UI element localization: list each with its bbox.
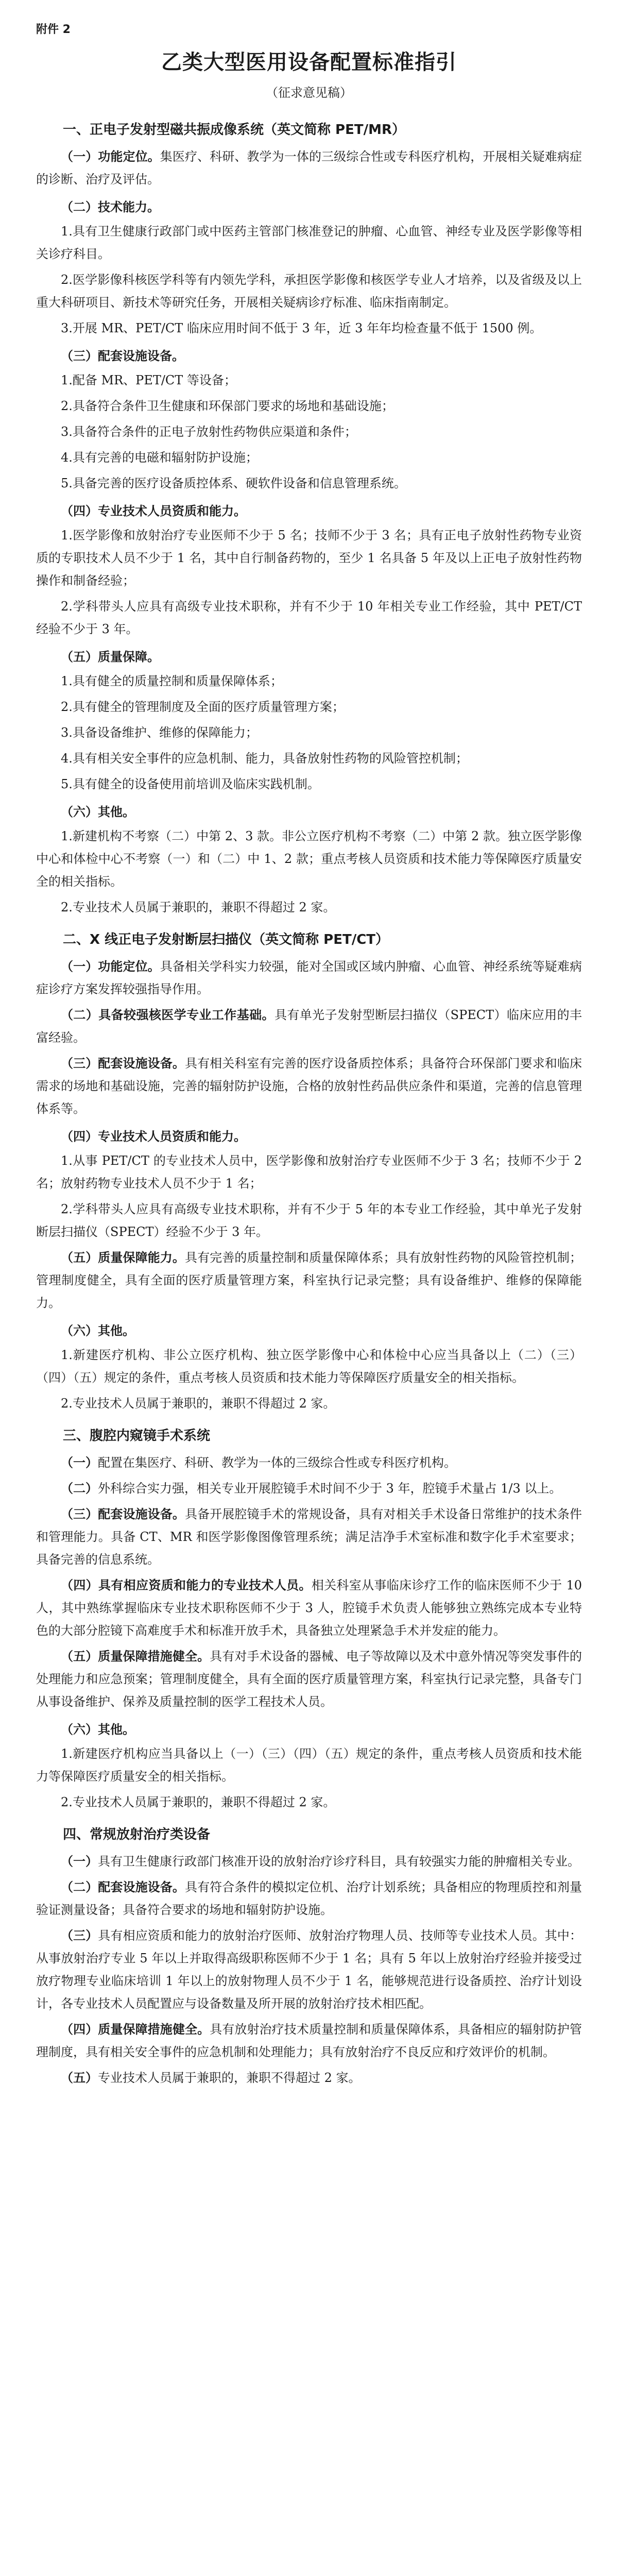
paragraph-text: 1.医学影像和放射治疗专业医师不少于 5 名；技师不少于 3 名；具有正电子放射性药物专业资质的专职技术人员不少于 1 名，其中自行制备药物的，至少 1 名具备 5 年及以上正电子放射性药物操作和制备经验； <box>36 528 582 588</box>
paragraph <box>36 395 582 417</box>
paragraph-text: 1.新建机构不考察（二）中第 2、3 款。非公立医疗机构不考察（二）中第 2 款。独立医学影像中心和体检中心不考察（一）和（二）中 1、2 款；重点考核人员资质和技术能力等保障医疗质量安全的相关指标。 <box>36 829 582 889</box>
paragraph <box>36 1149 582 1195</box>
attachment-label: 附件 2 <box>36 23 71 36</box>
paragraph <box>36 268 582 314</box>
paragraph <box>36 670 582 692</box>
paragraph <box>36 1742 582 1788</box>
paragraph <box>36 1246 582 1314</box>
paragraph-lead: （一） <box>61 1455 98 1470</box>
paragraph-text: 1.新建医疗机构应当具备以上（一）（三）（四）（五）规定的条件，重点考核人员资质和技术能力等保障医疗质量安全的相关指标。 <box>36 1747 582 1784</box>
document-body <box>36 119 582 2089</box>
paragraph-text: 具备相关学科实力较强，能对全国或区域内肿瘤、心血管、神经系统等疑难病症诊疗方案发挥较强指导作用。 <box>36 959 582 996</box>
paragraph-lead: （一）功能定位。 <box>61 149 160 164</box>
paragraph-lead: （四）质量保障措施健全。 <box>61 2022 210 2037</box>
paragraph <box>36 1052 582 1120</box>
paragraph <box>36 220 582 265</box>
subsection-heading: （六）其他。 <box>61 1722 135 1737</box>
paragraph-text: 具有完善的质量控制和质量保障体系；具有放射性药物的风险管控机制；管理制度健全，具有全面的医疗质量管理方案，科室执行记录完整；具有设备维护、维修的保障能力。 <box>36 1250 582 1310</box>
subsection-heading: （六）其他。 <box>61 804 135 819</box>
subsection-heading: （五）质量保障。 <box>61 649 160 664</box>
paragraph <box>36 2018 582 2063</box>
paragraph <box>36 1451 582 1474</box>
subsection-heading: （三）配套设施设备。 <box>61 348 184 363</box>
paragraph <box>36 773 582 795</box>
paragraph-text: 相关科室从事临床诊疗工作的临床医师不少于 10 人，其中熟练掌握临床专业技术职称医师不少于 3 人，腔镜手术负责人能够独立熟练完成本专业特色的大部分腔镜下高难度手术和标准开放手术，具备独立处理紧急手术并发症的能力。 <box>36 1578 582 1638</box>
paragraph <box>36 1004 582 1049</box>
paragraph-text: 具有符合条件的模拟定位机、治疗计划系统；具备相应的物理质控和剂量验证测量设备；具备符合要求的场地和辐射防护设施。 <box>36 1880 582 1917</box>
paragraph-text: 3.具备符合条件的正电子放射性药物供应渠道和条件； <box>61 425 357 439</box>
paragraph <box>36 1574 582 1642</box>
paragraph <box>36 317 582 340</box>
paragraph-text: 1.具有健全的质量控制和质量保障体系； <box>61 674 283 688</box>
paragraph-text: 2.专业技术人员属于兼职的，兼职不得超过 2 家。 <box>61 1396 336 1411</box>
paragraph-text: 集医疗、科研、教学为一体的三级综合性或专科医疗机构，开展相关疑难病症的诊断、治疗及评估。 <box>36 149 582 187</box>
paragraph <box>36 595 582 640</box>
subsection-heading: （六）其他。 <box>61 1323 135 1338</box>
section-heading: 四、常规放射治疗类设备 <box>63 1827 211 1842</box>
paragraph-text: 2.学科带头人应具有高级专业技术职称，并有不少于 5 年的本专业工作经验，其中单光子发射断层扫描仪（SPECT）经验不少于 3 年。 <box>36 1202 582 1239</box>
paragraph-text: 具有单光子发射型断层扫描仪（SPECT）临床应用的丰富经验。 <box>36 1008 582 1045</box>
paragraph-lead: （三） <box>61 1928 98 1943</box>
paragraph-text: 1.配备 MR、PET/CT 等设备； <box>61 373 236 387</box>
document-title: 乙类大型医用设备配置标准指引 <box>161 50 457 74</box>
paragraph <box>36 1503 582 1571</box>
paragraph-text: 5.具备完善的医疗设备质控体系、硬软件设备和信息管理系统。 <box>61 476 406 490</box>
paragraph-text: 3.开展 MR、PET/CT 临床应用时间不低于 3 年，近 3 年年均检查量不低于 1500 例。 <box>61 321 542 335</box>
paragraph-lead: （一）功能定位。 <box>61 959 160 974</box>
paragraph <box>36 446 582 469</box>
paragraph <box>36 955 582 1001</box>
paragraph-lead: （五）质量保障能力。 <box>61 1250 185 1265</box>
paragraph-text: 2.医学影像科核医学科等有内领先学科，承担医学影像和核医学专业人才培养，以及省级及以上重大科研项目、新技术等研究任务，开展相关疑病诊疗标准、临床指南制定。 <box>36 273 582 310</box>
subsection-heading: （四）专业技术人员资质和能力。 <box>61 1129 246 1144</box>
paragraph-text: 3.具备设备维护、维修的保障能力； <box>61 725 258 740</box>
paragraph <box>36 696 582 718</box>
paragraph-text: 配置在集医疗、科研、教学为一体的三级综合性或专科医疗机构。 <box>98 1455 456 1470</box>
section-heading: 二、X 线正电子发射断层扫描仪（英文简称 PET/CT） <box>63 932 389 947</box>
paragraph <box>36 1645 582 1713</box>
paragraph-lead: （三）配套设施设备。 <box>61 1056 185 1071</box>
paragraph-lead: （五） <box>61 2070 98 2085</box>
paragraph-text: 1.新建医疗机构、非公立医疗机构、独立医学影像中心和体检中心应当具备以上（二）（三）（四）（五）规定的条件，重点考核人员资质和技术能力等保障医疗质量安全的相关指标。 <box>36 1348 582 1385</box>
paragraph-lead: （二） <box>61 1481 98 1496</box>
section-heading: 三、腹腔内窥镜手术系统 <box>63 1428 211 1444</box>
paragraph <box>36 1477 582 1500</box>
paragraph <box>36 747 582 770</box>
paragraph <box>36 524 582 592</box>
paragraph-text: 1.具有卫生健康行政部门或中医药主管部门核准登记的肿瘤、心血管、神经专业及医学影像等相关诊疗科目。 <box>36 224 582 261</box>
paragraph-text: 具有相应资质和能力的放射治疗医师、放射治疗物理人员、技师等专业技术人员。其中：从事放射治疗专业 5 年以上并取得高级职称医师不少于 1 名；具有 5 年以上放射治疗经验并接受过放疗物理专业临床培训 1 年以上的放射物理人员不少于 1 名，能够规范进行设备质控、治疗计划设计，各专业技术人员配置应与设备数量及所开展的放射治疗技术相匹配。 <box>36 1928 582 2011</box>
paragraph-text: 具有卫生健康行政部门核准开设的放射治疗诊疗科目，具有较强实力能的肿瘤相关专业。 <box>98 1854 580 1869</box>
paragraph-text: 2.具备符合条件卫生健康和环保部门要求的场地和基础设施； <box>61 399 394 413</box>
paragraph-text: 4.具有完善的电磁和辐射防护设施； <box>61 450 258 465</box>
paragraph-text: 具有对手术设备的器械、电子等故障以及术中意外情况等突发事件的处理能力和应急预案；管理制度健全，具有全面的医疗质量管理方案，科室执行记录完整，具备专门从事设备维护、保养及质量控制的医学工程技术人员。 <box>36 1649 582 1709</box>
paragraph-text: 专业技术人员属于兼职的，兼职不得超过 2 家。 <box>98 2071 361 2085</box>
paragraph-lead: （四）具有相应资质和能力的专业技术人员。 <box>61 1578 312 1592</box>
paragraph-text: 2.专业技术人员属于兼职的，兼职不得超过 2 家。 <box>61 1795 336 1809</box>
paragraph <box>36 1924 582 2015</box>
document-subtitle: （征求意见稿） <box>266 86 352 100</box>
paragraph-text: 2.学科带头人应具有高级专业技术职称，并有不少于 10 年相关专业工作经验，其中 PET/CT 经验不少于 3 年。 <box>36 599 582 636</box>
paragraph <box>36 1850 582 1873</box>
paragraph-lead: （二）配套设施设备。 <box>61 1879 185 1894</box>
paragraph-lead: （三）配套设施设备。 <box>61 1506 185 1521</box>
paragraph <box>36 1198 582 1243</box>
paragraph-lead: （五）质量保障措施健全。 <box>61 1649 210 1664</box>
paragraph <box>36 145 582 191</box>
paragraph <box>36 721 582 744</box>
paragraph <box>36 2066 582 2089</box>
paragraph-text: 具备开展腔镜手术的常规设备，具有对相关手术设备日常维护的技术条件和管理能力。具备 CT、MR 和医学影像图像管理系统；满足洁净手术室标准和数字化手术室要求；具备完善的信息系统。 <box>36 1507 582 1567</box>
subsection-heading: （四）专业技术人员资质和能力。 <box>61 503 246 518</box>
paragraph <box>36 896 582 919</box>
paragraph-text: 5.具有健全的设备使用前培训及临床实践机制。 <box>61 777 320 791</box>
paragraph-text: 2.专业技术人员属于兼职的，兼职不得超过 2 家。 <box>61 900 336 914</box>
paragraph <box>36 472 582 495</box>
paragraph <box>36 1791 582 1814</box>
paragraph <box>36 369 582 392</box>
paragraph <box>36 420 582 443</box>
paragraph-lead: （二）具备较强核医学专业工作基础。 <box>61 1007 274 1022</box>
paragraph <box>36 1876 582 1921</box>
paragraph-text: 外科综合实力强，相关专业开展腔镜手术时间不少于 3 年，腔镜手术量占 1/3 以上。 <box>98 1481 562 1496</box>
paragraph-text: 4.具有相关安全事件的应急机制、能力，具备放射性药物的风险管控机制； <box>61 751 468 766</box>
paragraph-text: 2.具有健全的管理制度及全面的医疗质量管理方案； <box>61 700 345 714</box>
paragraph-text: 具有放射治疗技术质量控制和质量保障体系，具备相应的辐射防护管理制度，具有相关安全事件的应急机制和处理能力；具有放射治疗不良反应和疗效评价的机制。 <box>36 2022 582 2059</box>
paragraph <box>36 1344 582 1389</box>
subsection-heading: （二）技术能力。 <box>61 199 160 214</box>
paragraph-text: 1.从事 PET/CT 的专业技术人员中，医学影像和放射治疗专业医师不少于 3 名；技师不少于 2 名；放射药物专业技术人员不少于 1 名； <box>36 1154 582 1191</box>
paragraph-text: 具有相关科室有完善的医疗设备质控体系；具备符合环保部门要求和临床需求的场地和基础设施，完善的辐射防护设施，合格的放射性药品供应条件和渠道，完善的信息管理体系等。 <box>36 1056 582 1116</box>
paragraph-lead: （一） <box>61 1854 98 1869</box>
section-heading: 一、正电子发射型磁共振成像系统（英文简称 PET/MR） <box>63 122 405 138</box>
paragraph <box>36 825 582 893</box>
paragraph <box>36 1392 582 1415</box>
